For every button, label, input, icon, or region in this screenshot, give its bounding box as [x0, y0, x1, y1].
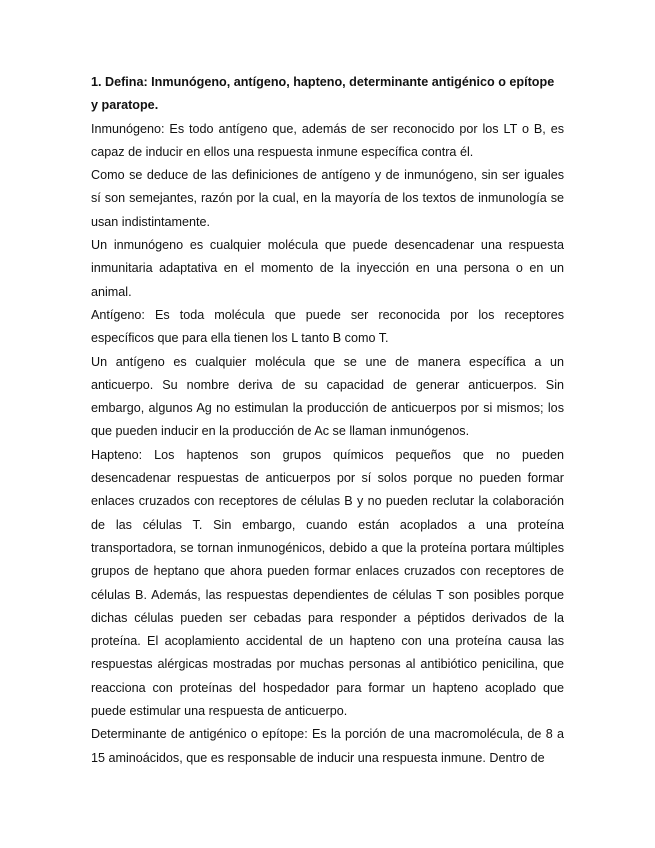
paragraph-inmunogeno-detail: Un inmunógeno es cualquier molécula que puede desencadenar una respuesta inmunitaria adaptativa en el momento de la inyección en una persona o en un animal. — [91, 238, 564, 299]
paragraph-antigeno-detail: Un antígeno es cualquier molécula que se une de manera específica a un anticuerpo. Su nombre deriva de su capacidad de generar anticuerpos. Sin embargo, algunos Ag no estimulan la producción de anticuerpos por si mismos; los que pueden inducir en la producción de Ac se llaman inmunógenos. — [91, 354, 564, 439]
question-heading: 1. Defina: Inmunógeno, antígeno, hapteno, determinante antigénico o epítope y paratope. — [91, 75, 555, 113]
paragraph-epitope-definition: Determinante de antigénico o epítope: Es la porción de una macromolécula, de 8 a 15 aminoácidos, que es responsable de inducir una respuesta inmune. Dentro de — [91, 727, 564, 765]
paragraph-hapteno-definition: Hapteno: Los haptenos son grupos químicos pequeños que no pueden desencadenar respuestas de anticuerpos por sí solos porque no pueden formar enlaces cruzados con receptores de células B y no pueden reclutar la colaboración de las células T. Sin embargo, cuando están acoplados a una proteína transportadora, se tornan inmunogénicos, debido a que la proteína portara múltiples grupos de heptano que ahora pueden formar enlaces cruzados con receptores de células B. Además, las respuestas dependientes de células T son posibles porque dichas células pueden ser cebadas para responder a péptidos derivados de la proteína. El acoplamiento accidental de un hapteno con una proteína causa las respuestas alérgicas mostradas por muchas personas al antibiótico penicilina, que reacciona con proteínas del hospedador para formar un hapteno acoplado que puede estimular una respuesta de anticuerpo. — [91, 447, 564, 719]
paragraph-inmunogeno-definition: Inmunógeno: Es todo antígeno que, además de ser reconocido por los LT o B, es capaz de inducir en ellos una respuesta inmune específica contra él. — [91, 121, 564, 159]
document-body — [91, 71, 564, 770]
paragraph-antigeno-definition: Antígeno: Es toda molécula que puede ser reconocida por los receptores específicos que para ella tienen los L tanto B como T. — [91, 307, 564, 346]
paragraph-antigeno-inmunogeno-comparison: Como se deduce de las definiciones de antígeno y de inmunógeno, sin ser iguales sí son semejantes, razón por la cual, en la mayoría de los textos de inmunología se usan indistintamente. — [91, 168, 564, 229]
